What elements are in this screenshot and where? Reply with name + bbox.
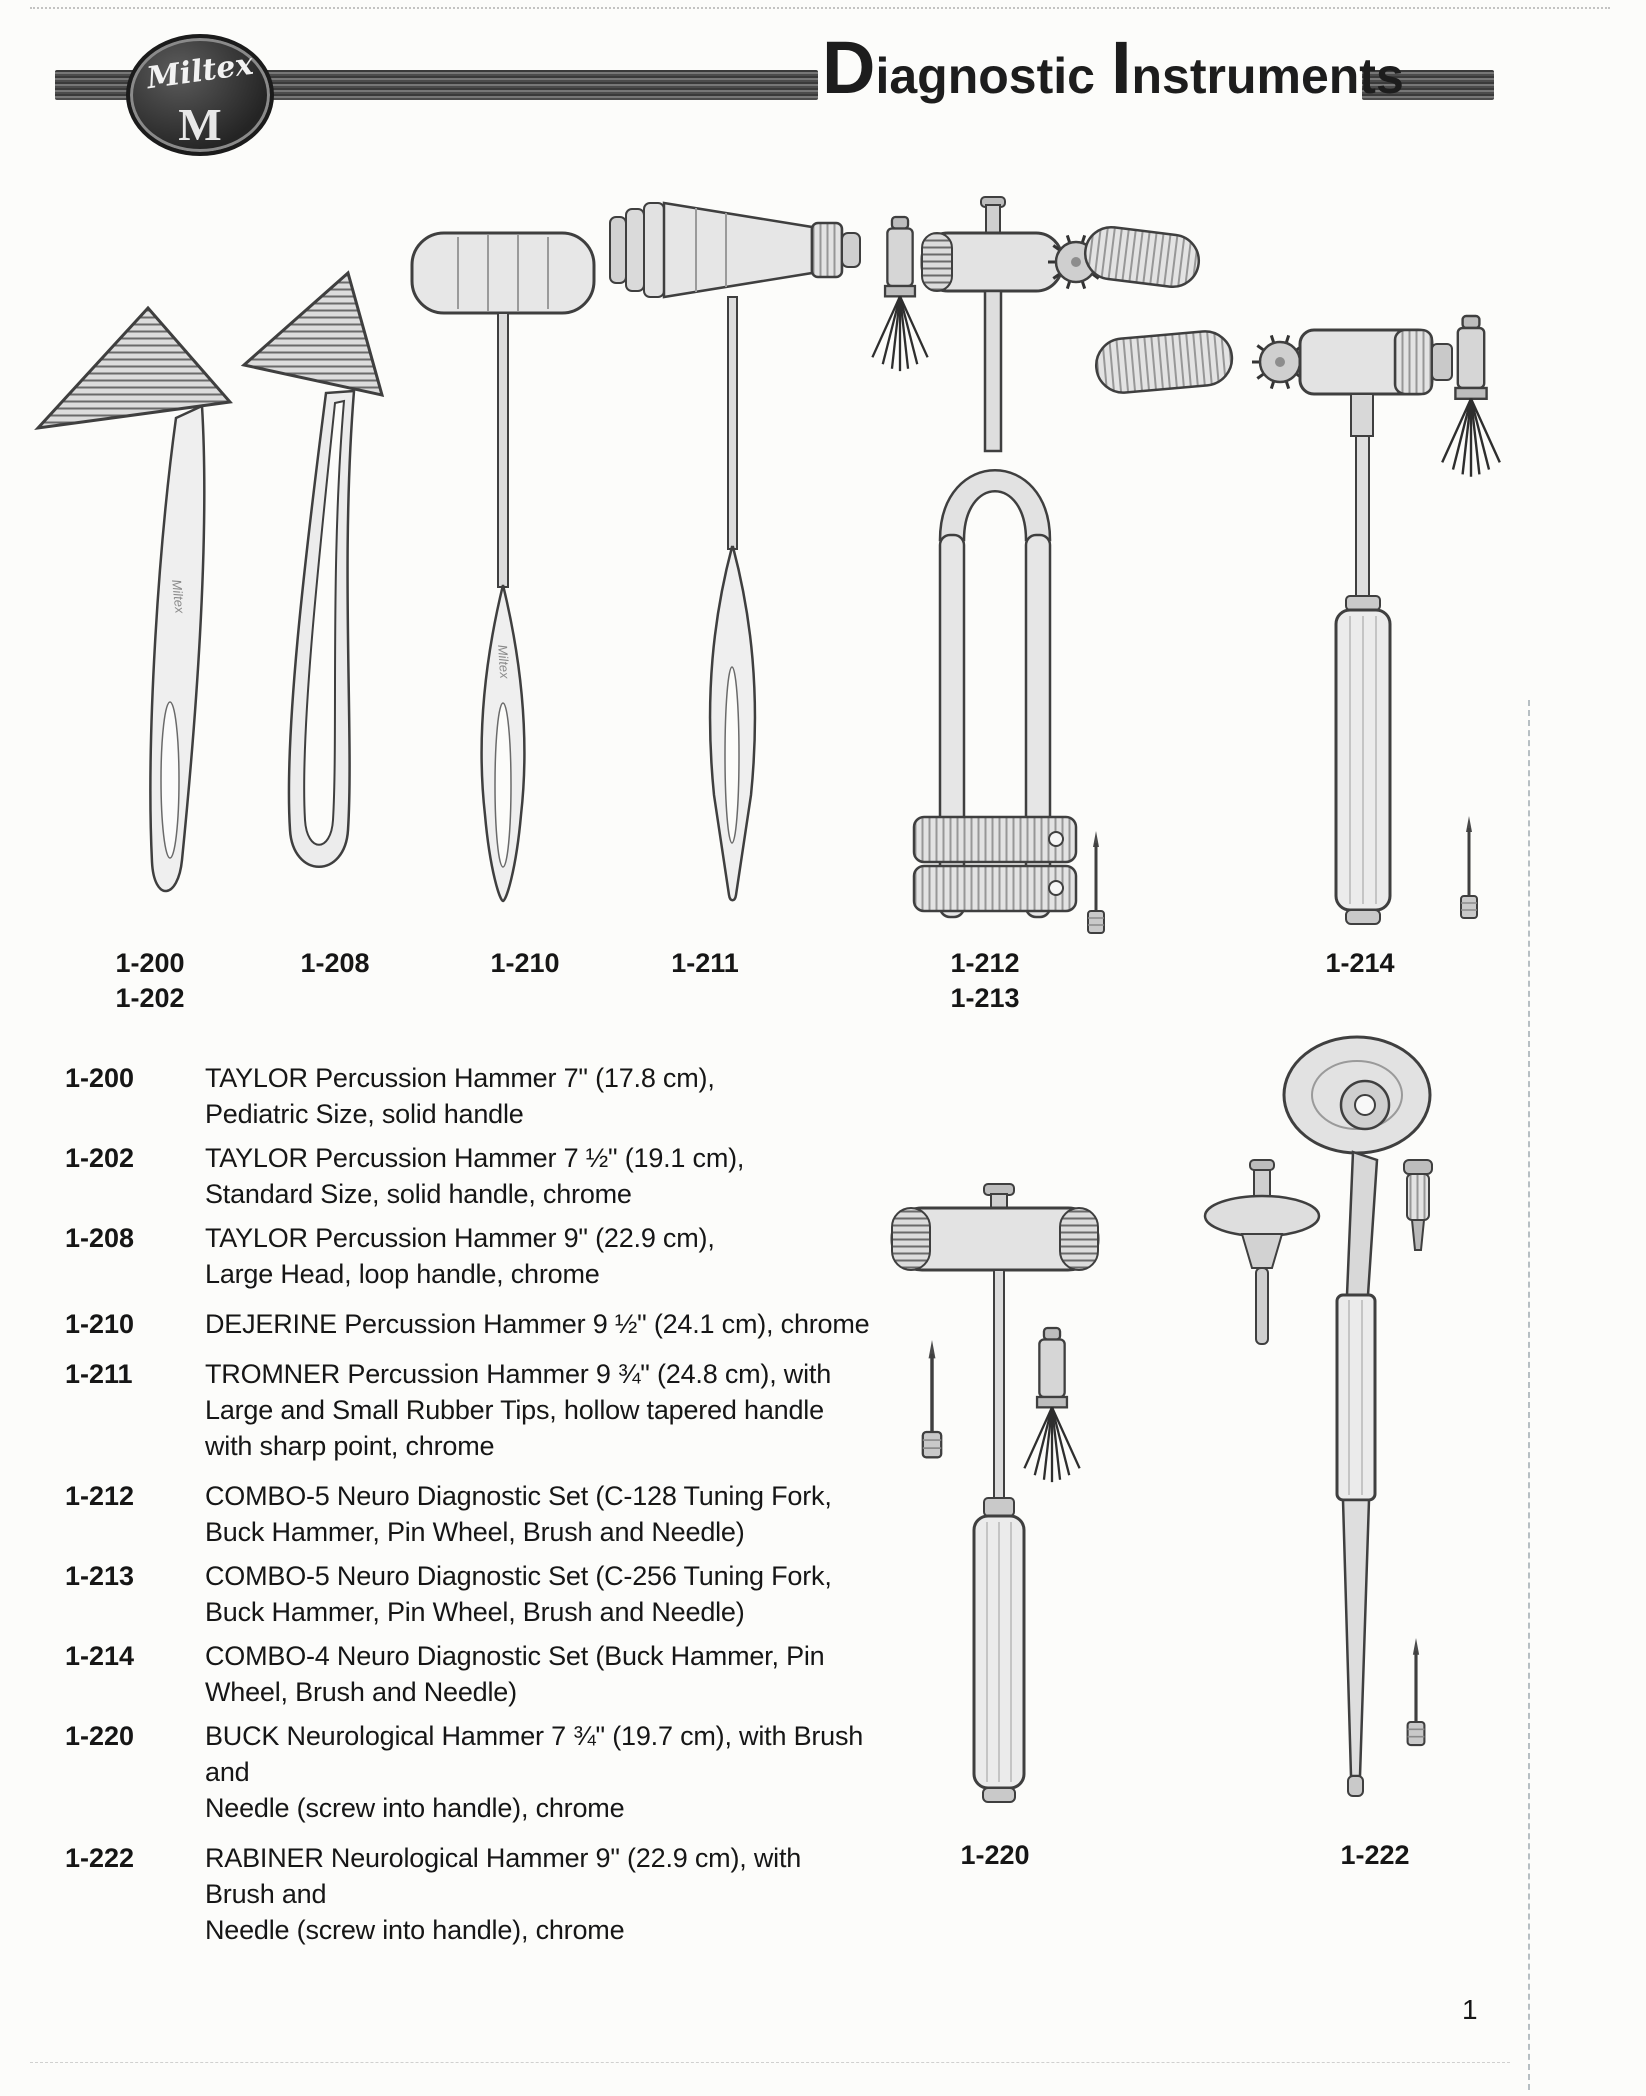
product-description: TAYLOR Percussion Hammer 7 ½" (19.1 cm), Standard Size, solid handle, chrome [205, 1143, 745, 1209]
handle-engraving: Miltex [169, 578, 188, 615]
product-description: COMBO-5 Neuro Diagnostic Set (C-256 Tuning Fork, Buck Hammer, Pin Wheel, Brush and Needle) [205, 1561, 832, 1627]
title-word-diagnostic: Diagnostic [822, 26, 1095, 109]
product-description: BUCK Neurological Hammer 7 ¾" (19.7 cm), with Brush and Needle (screw into handle), chrome [205, 1721, 864, 1823]
product-list [65, 1060, 871, 1956]
rabiner-hammer-illustration [1190, 1020, 1460, 1810]
scan-artifact-top-edge [30, 7, 1610, 9]
product-row-1-220 [65, 1718, 871, 1826]
dejerine-hammer-illustration [400, 225, 610, 915]
combo4-neuro-set-illustration [1245, 300, 1505, 940]
product-code: 1-213 [65, 1561, 135, 1591]
product-row-1-222 [65, 1840, 871, 1948]
product-description: DEJERINE Percussion Hammer 9 ½" (24.1 cm), chrome [205, 1309, 870, 1339]
figure-label-1-220 [930, 1838, 1060, 1873]
buck-hammer-illustration [880, 1180, 1110, 1810]
product-code: 1-220 [65, 1721, 135, 1751]
product-row-1-213 [65, 1558, 871, 1630]
figure-label-line: 1-208 [300, 948, 370, 978]
figure-label-line: 1-210 [490, 948, 560, 978]
product-code: 1-214 [65, 1641, 135, 1671]
figure-label-line: 1-213 [950, 983, 1020, 1013]
page-number: 1 [1462, 1994, 1478, 2025]
product-code: 1-208 [65, 1223, 135, 1253]
figure-label-line: 1-202 [115, 983, 185, 1013]
product-row-1-202 [65, 1140, 871, 1212]
title-word-instruments: Instruments [1110, 26, 1404, 109]
product-row-1-212 [65, 1478, 871, 1550]
product-description: RABINER Neurological Hammer 9" (22.9 cm), with Brush and Needle (screw into handle), chrome [205, 1843, 802, 1945]
figure-label-1-222 [1310, 1838, 1440, 1873]
figure-label-1-200 [85, 946, 215, 1016]
scan-artifact-right-edge [1528, 700, 1530, 2090]
product-code: 1-202 [65, 1143, 135, 1173]
figure-label-1-210 [460, 946, 590, 981]
product-row-1-210 [65, 1306, 871, 1342]
figure-label-line: 1-212 [950, 948, 1020, 978]
product-code: 1-200 [65, 1063, 135, 1093]
scan-artifact-bottom-edge [30, 2062, 1510, 2063]
product-description: TAYLOR Percussion Hammer 9" (22.9 cm), Large Head, loop handle, chrome [205, 1223, 715, 1289]
figure-label-line: 1-220 [960, 1840, 1030, 1870]
figure-label-1-214 [1295, 946, 1425, 981]
miltex-logo-monogram: M [178, 99, 222, 150]
product-row-1-214 [65, 1638, 871, 1710]
figure-label-line: 1-211 [671, 948, 739, 978]
combo5-neuro-set-illustration [870, 195, 1250, 935]
handle-engraving: Miltex [495, 644, 513, 680]
taylor-hammer-solid-handle-illustration [30, 300, 240, 925]
product-code: 1-212 [65, 1481, 135, 1511]
product-row-1-211 [65, 1356, 871, 1464]
product-code: 1-211 [65, 1359, 133, 1389]
miltex-logo [126, 34, 274, 156]
tromner-hammer-illustration [600, 195, 870, 915]
figure-label-line: 1-214 [1325, 948, 1395, 978]
product-description: COMBO-4 Neuro Diagnostic Set (Buck Hammer, Pin Wheel, Brush and Needle) [205, 1641, 825, 1707]
product-row-1-200 [65, 1060, 871, 1132]
product-description: COMBO-5 Neuro Diagnostic Set (C-128 Tuning Fork, Buck Hammer, Pin Wheel, Brush and Needle) [205, 1481, 832, 1547]
miltex-logo-script: Miltex [144, 46, 256, 97]
product-description: TAYLOR Percussion Hammer 7" (17.8 cm), Pediatric Size, solid handle [205, 1063, 715, 1129]
product-description: TROMNER Percussion Hammer 9 ¾" (24.8 cm), with Large and Small Rubber Tips, hollow tapered handle with sharp point, chrome [205, 1359, 832, 1461]
figure-label-1-212 [920, 946, 1050, 1016]
product-row-1-208 [65, 1220, 871, 1292]
page-title [822, 26, 1420, 114]
figure-label-line: 1-222 [1340, 1840, 1410, 1870]
product-code: 1-210 [65, 1309, 135, 1339]
figure-label-line: 1-200 [115, 948, 185, 978]
product-code: 1-222 [65, 1843, 135, 1873]
figure-label-1-211 [640, 946, 770, 981]
figure-label-1-208 [270, 946, 400, 981]
